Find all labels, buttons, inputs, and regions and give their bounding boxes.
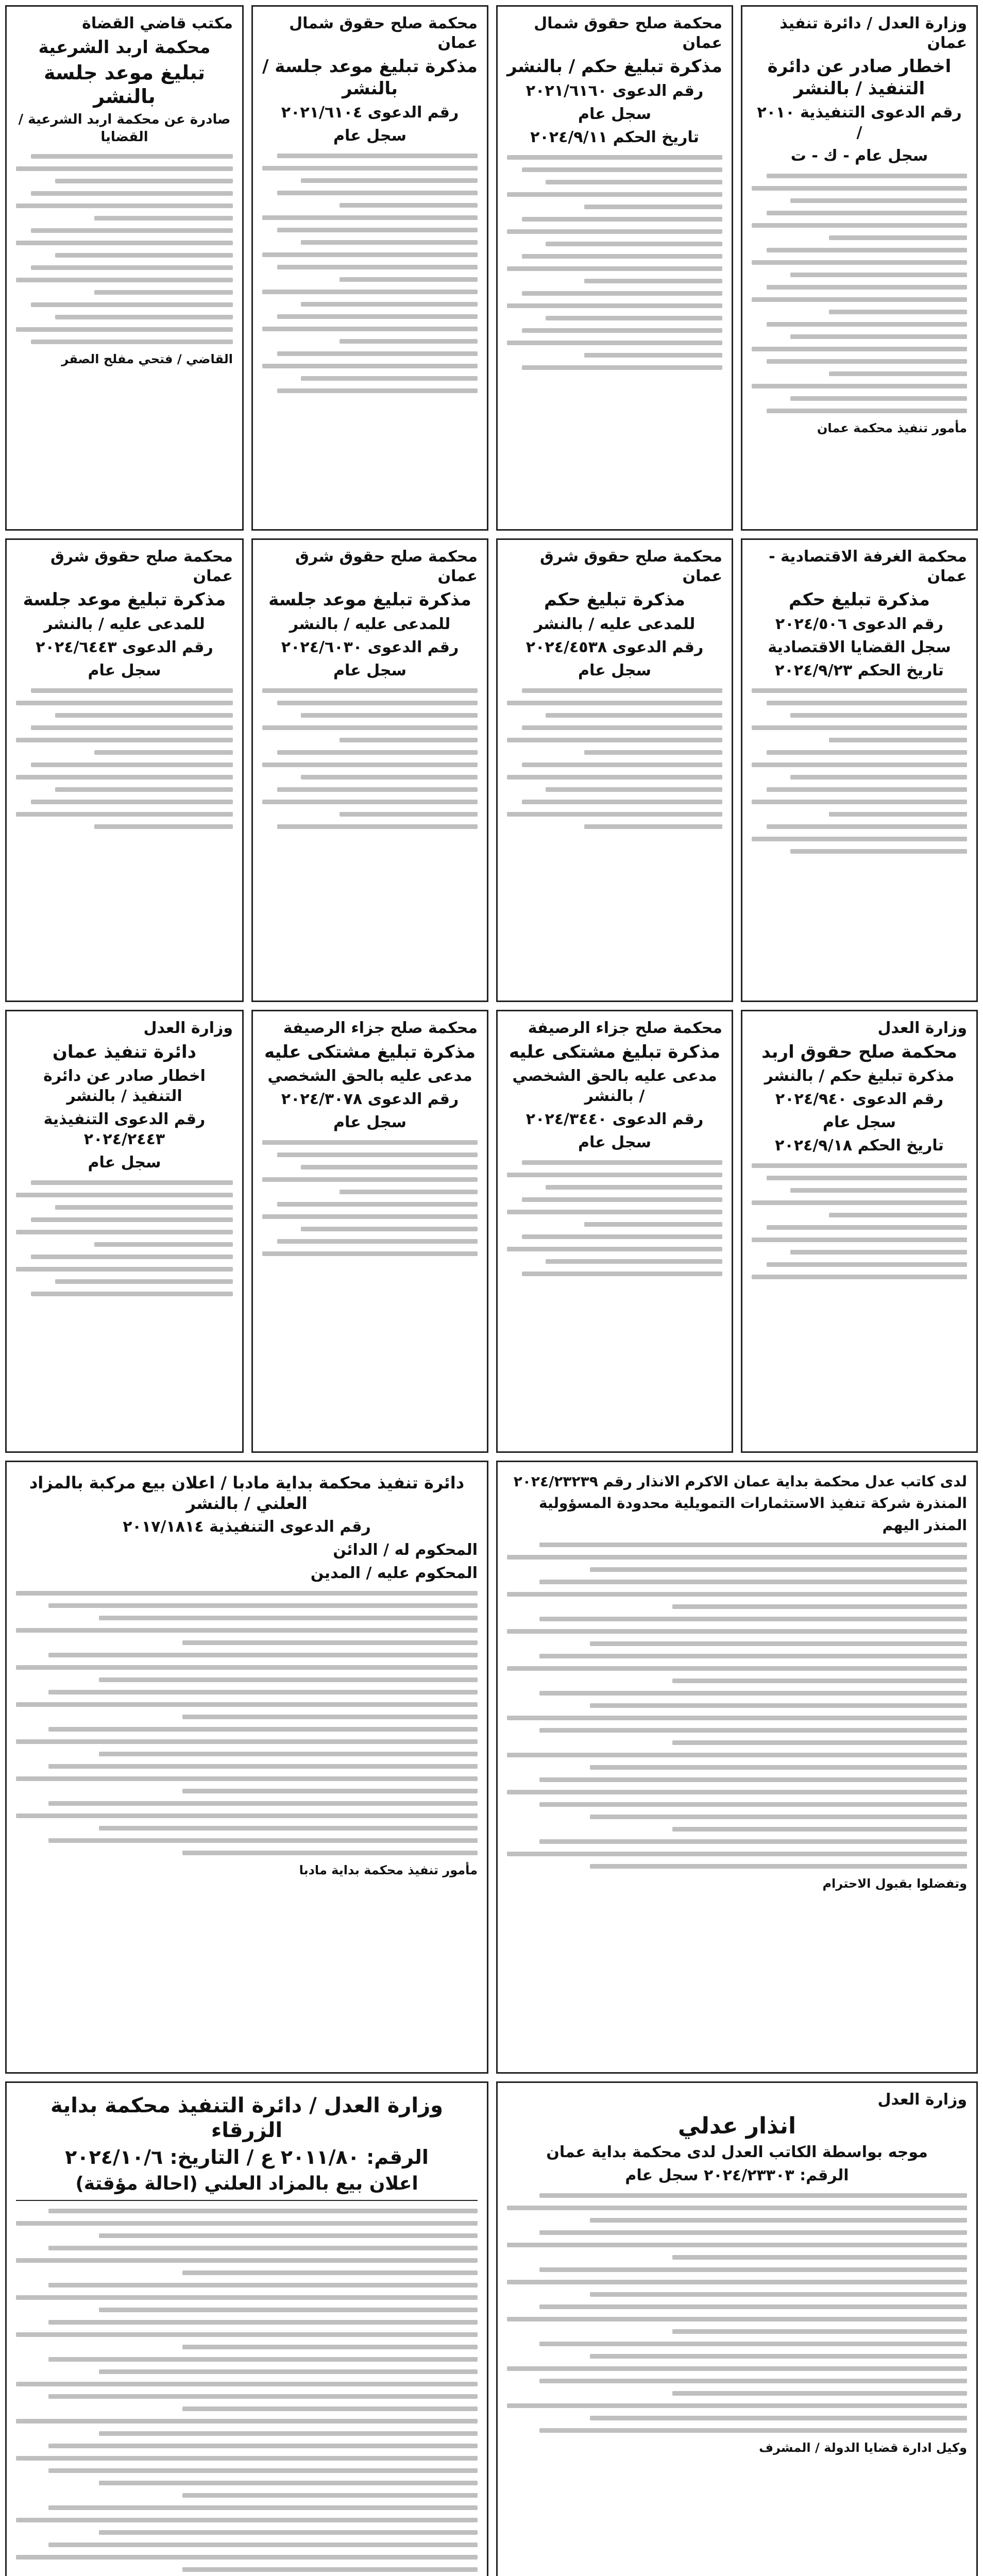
notice-body-text — [752, 1163, 967, 1279]
notice-subtitle: صادرة عن محكمة اربد الشرعية / القضايا — [18, 112, 231, 145]
notice-heading: وزارة العدل — [877, 2091, 967, 2109]
case-register: سجل عام — [578, 1133, 652, 1151]
case-number: الرقم: ٢٠١١/٨٠ ع / التاريخ: ٢٠٢٤/١٠/٦ — [65, 2146, 429, 2168]
judgment-date: تاريخ الحكم ٢٠٢٤/٩/٢٣ — [775, 661, 944, 680]
creditor-label: المحكوم له / الدائن — [333, 1541, 478, 1559]
case-number: رقم الدعوى ٢٠٢٤/٦٠٣٠ — [281, 638, 459, 656]
case-number: رقم الدعوى التنفيذية ٢٠٢٤/٢٤٤٣ — [43, 1110, 206, 1148]
notice-title: تبليغ موعد جلسة بالنشر — [43, 61, 206, 108]
notice-title: مذكرة تبليغ مشتكى عليه — [509, 1041, 721, 1062]
notice-body-text — [507, 688, 722, 829]
notice-recipient: للمدعى عليه / بالنشر — [534, 615, 696, 633]
notice-irbid-judgment — [741, 1010, 978, 1453]
notice-madaba-vehicle-auction — [5, 1461, 488, 2074]
notice-signature: وتفضلوا بقبول الاحترام — [822, 1876, 967, 1891]
case-number: رقم الدعوى ٢٠٢٤/٤٥٣٨ — [526, 638, 704, 656]
notice-court-name: محكمة اربد الشرعية — [38, 37, 211, 58]
judgment-date: تاريخ الحكم ٢٠٢٤/٩/١١ — [530, 128, 699, 146]
notice-title: اخطار صادر عن دائرة التنفيذ / بالنشر — [43, 1067, 206, 1105]
notice-east-amman-hearing-b — [5, 538, 244, 1002]
case-number: رقم الدعوى ٢٠٢٤/٣٤٤٠ — [526, 1110, 704, 1128]
notice-economic-chamber — [741, 538, 978, 1002]
notice-irbid-sharia-court — [5, 5, 244, 531]
notice-title: اخطار صادر عن دائرة التنفيذ / بالنشر — [767, 56, 952, 99]
notice-body-text — [16, 688, 233, 829]
notice-body-text — [16, 154, 233, 344]
notice-heading: مكتب قاضي القضاة — [82, 14, 233, 32]
divider — [16, 2200, 478, 2201]
notice-subtitle: موجه بواسطة الكاتب العدل لدى محكمة بداية عمان — [546, 2143, 928, 2162]
notice-body-text — [262, 1140, 478, 1256]
notice-body-text — [752, 174, 967, 413]
notice-title: مذكرة تبليغ موعد جلسة — [268, 589, 471, 610]
notice-heading: وزارة العدل / دائرة التنفيذ محكمة بداية الزرقاء — [50, 2094, 443, 2142]
case-register: سجل عام — [578, 661, 652, 680]
notice-recipient: المنذر اليهم — [882, 1516, 967, 1534]
case-number: رقم الدعوى التنفيذية ٢٠١٠ / — [757, 104, 962, 142]
notice-body-text — [262, 688, 478, 829]
notice-body-text — [752, 688, 967, 854]
case-register: سجل عام — [333, 661, 407, 680]
notice-body-text — [16, 1180, 233, 1296]
case-register: سجل عام — [88, 661, 161, 680]
notice-title: مذكرة تبليغ موعد جلسة / بالنشر — [262, 56, 478, 99]
judgment-date: تاريخ الحكم ٢٠٢٤/٩/١٨ — [775, 1137, 944, 1155]
notice-heading: محكمة صلح حقوق شمال عمان — [289, 14, 478, 52]
notice-court-name: محكمة صلح حقوق اربد — [761, 1041, 957, 1062]
case-register: سجل القضايا الاقتصادية — [768, 638, 951, 656]
case-number: رقم الدعوى التنفيذية ٢٠١٧/١٨١٤ — [123, 1518, 371, 1536]
case-register: سجل عام — [822, 1113, 896, 1131]
notice-heading: وزارة العدل / دائرة تنفيذ عمان — [779, 14, 967, 52]
notice-recipient: مدعى عليه بالحق الشخصي / بالنشر — [512, 1067, 717, 1105]
case-number: رقم الدعوى ٢٠٢١/٦١٦٠ — [526, 81, 704, 100]
case-register: سجل عام — [578, 105, 652, 123]
notice-title: مذكرة تبليغ موعد جلسة — [23, 589, 226, 610]
notice-judicial-warning — [496, 2081, 978, 2576]
debtor-label: المحكوم عليه / المدين — [310, 1564, 478, 1582]
notice-body-text — [507, 155, 722, 370]
case-number: رقم الدعوى ٢٠٢٤/٣٠٧٨ — [281, 1090, 459, 1108]
case-register: سجل عام - ك - ت — [790, 147, 928, 165]
case-register: سجل عام — [333, 127, 407, 145]
notice-court-name: دائرة تنفيذ عمان — [52, 1041, 197, 1062]
notice-body-text — [507, 1160, 722, 1276]
notice-heading: محكمة صلح حقوق شرق عمان — [50, 548, 233, 585]
notice-title: انذار عدلي — [677, 2112, 796, 2139]
case-number: رقم الدعوى ٢٠٢٤/٥٠٦ — [775, 615, 944, 633]
notice-signature: مأمور تنفيذ محكمة بداية مادبا — [299, 1863, 478, 1877]
notice-recipient: للمدعى عليه / بالنشر — [289, 615, 451, 633]
notice-body-text — [262, 154, 478, 393]
notice-warning-party: المنذرة شركة تنفيذ الاستثمارات التمويلية محدودة المسؤولية — [539, 1495, 967, 1512]
notice-warning-financing-company — [496, 1461, 978, 2074]
notice-title: مذكرة تبليغ حكم / بالنشر — [764, 1067, 955, 1085]
notice-heading: لدى كاتب عدل محكمة بداية عمان الاكرم الانذار رقم ٢٠٢٤/٢٣٢٣٩ — [513, 1473, 967, 1490]
notice-signature: وكيل ادارة قضايا الدولة / المشرف — [759, 2440, 967, 2455]
case-register: سجل عام — [88, 1154, 161, 1172]
notice-title: مذكرة تبليغ مشتكى عليه — [264, 1041, 476, 1062]
case-number: الرقم: ٢٠٢٤/٢٣٣٠٣ سجل عام — [625, 2166, 849, 2184]
notice-amman-execution — [741, 5, 978, 531]
notice-heading: محكمة الغرفة الاقتصادية - عمان — [769, 548, 967, 585]
notice-recipient: مدعى عليه بالحق الشخصي — [267, 1067, 472, 1085]
case-register: سجل عام — [333, 1113, 407, 1131]
notice-body-text — [507, 2193, 967, 2433]
notice-body-text — [16, 2209, 478, 2576]
notice-east-amman-judgment — [496, 538, 733, 1002]
notice-north-amman-judgment — [496, 5, 733, 531]
notice-heading: محكمة صلح حقوق شرق عمان — [295, 548, 478, 585]
notice-zarqa-auction — [5, 2081, 488, 2576]
notice-heading: وزارة العدل — [143, 1019, 233, 1037]
notice-signature: القاضي / فتحي مفلح الصقر — [61, 351, 233, 366]
notice-body-text — [16, 1591, 478, 1855]
case-number: رقم الدعوى ٢٠٢٤/٩٤٠ — [775, 1090, 944, 1108]
notice-heading: وزارة العدل — [877, 1019, 967, 1037]
case-number: رقم الدعوى ٢٠٢٤/٦٤٤٣ — [36, 638, 213, 656]
notice-rusaifa-criminal-a — [496, 1010, 733, 1453]
notice-heading: محكمة صلح جزاء الرصيفة — [528, 1019, 722, 1037]
notice-title: مذكرة تبليغ حكم — [789, 589, 930, 610]
notice-heading: محكمة صلح جزاء الرصيفة — [283, 1019, 478, 1037]
notice-title: مذكرة تبليغ حكم — [544, 589, 685, 610]
notice-north-amman-hearing — [251, 5, 488, 531]
notice-amman-execution-b — [5, 1010, 244, 1453]
notice-title: مذكرة تبليغ حكم / بالنشر — [507, 56, 722, 77]
notice-rusaifa-criminal-b — [251, 1010, 488, 1453]
notice-heading: دائرة تنفيذ محكمة بداية مادبا / اعلان بيع مركبة بالمزاد العلني / بالنشر — [29, 1473, 465, 1513]
notice-east-amman-hearing-a — [251, 538, 488, 1002]
notice-heading: محكمة صلح حقوق شمال عمان — [534, 14, 722, 52]
notice-body-text — [507, 1543, 967, 1869]
notice-signature: مأمور تنفيذ محكمة عمان — [817, 421, 967, 435]
notice-recipient: للمدعى عليه / بالنشر — [44, 615, 205, 633]
case-number: رقم الدعوى ٢٠٢١/٦١٠٤ — [281, 104, 459, 122]
notice-title: اعلان بيع بالمزاد العلني (احالة مؤقتة) — [75, 2173, 418, 2194]
notice-heading: محكمة صلح حقوق شرق عمان — [540, 548, 722, 585]
